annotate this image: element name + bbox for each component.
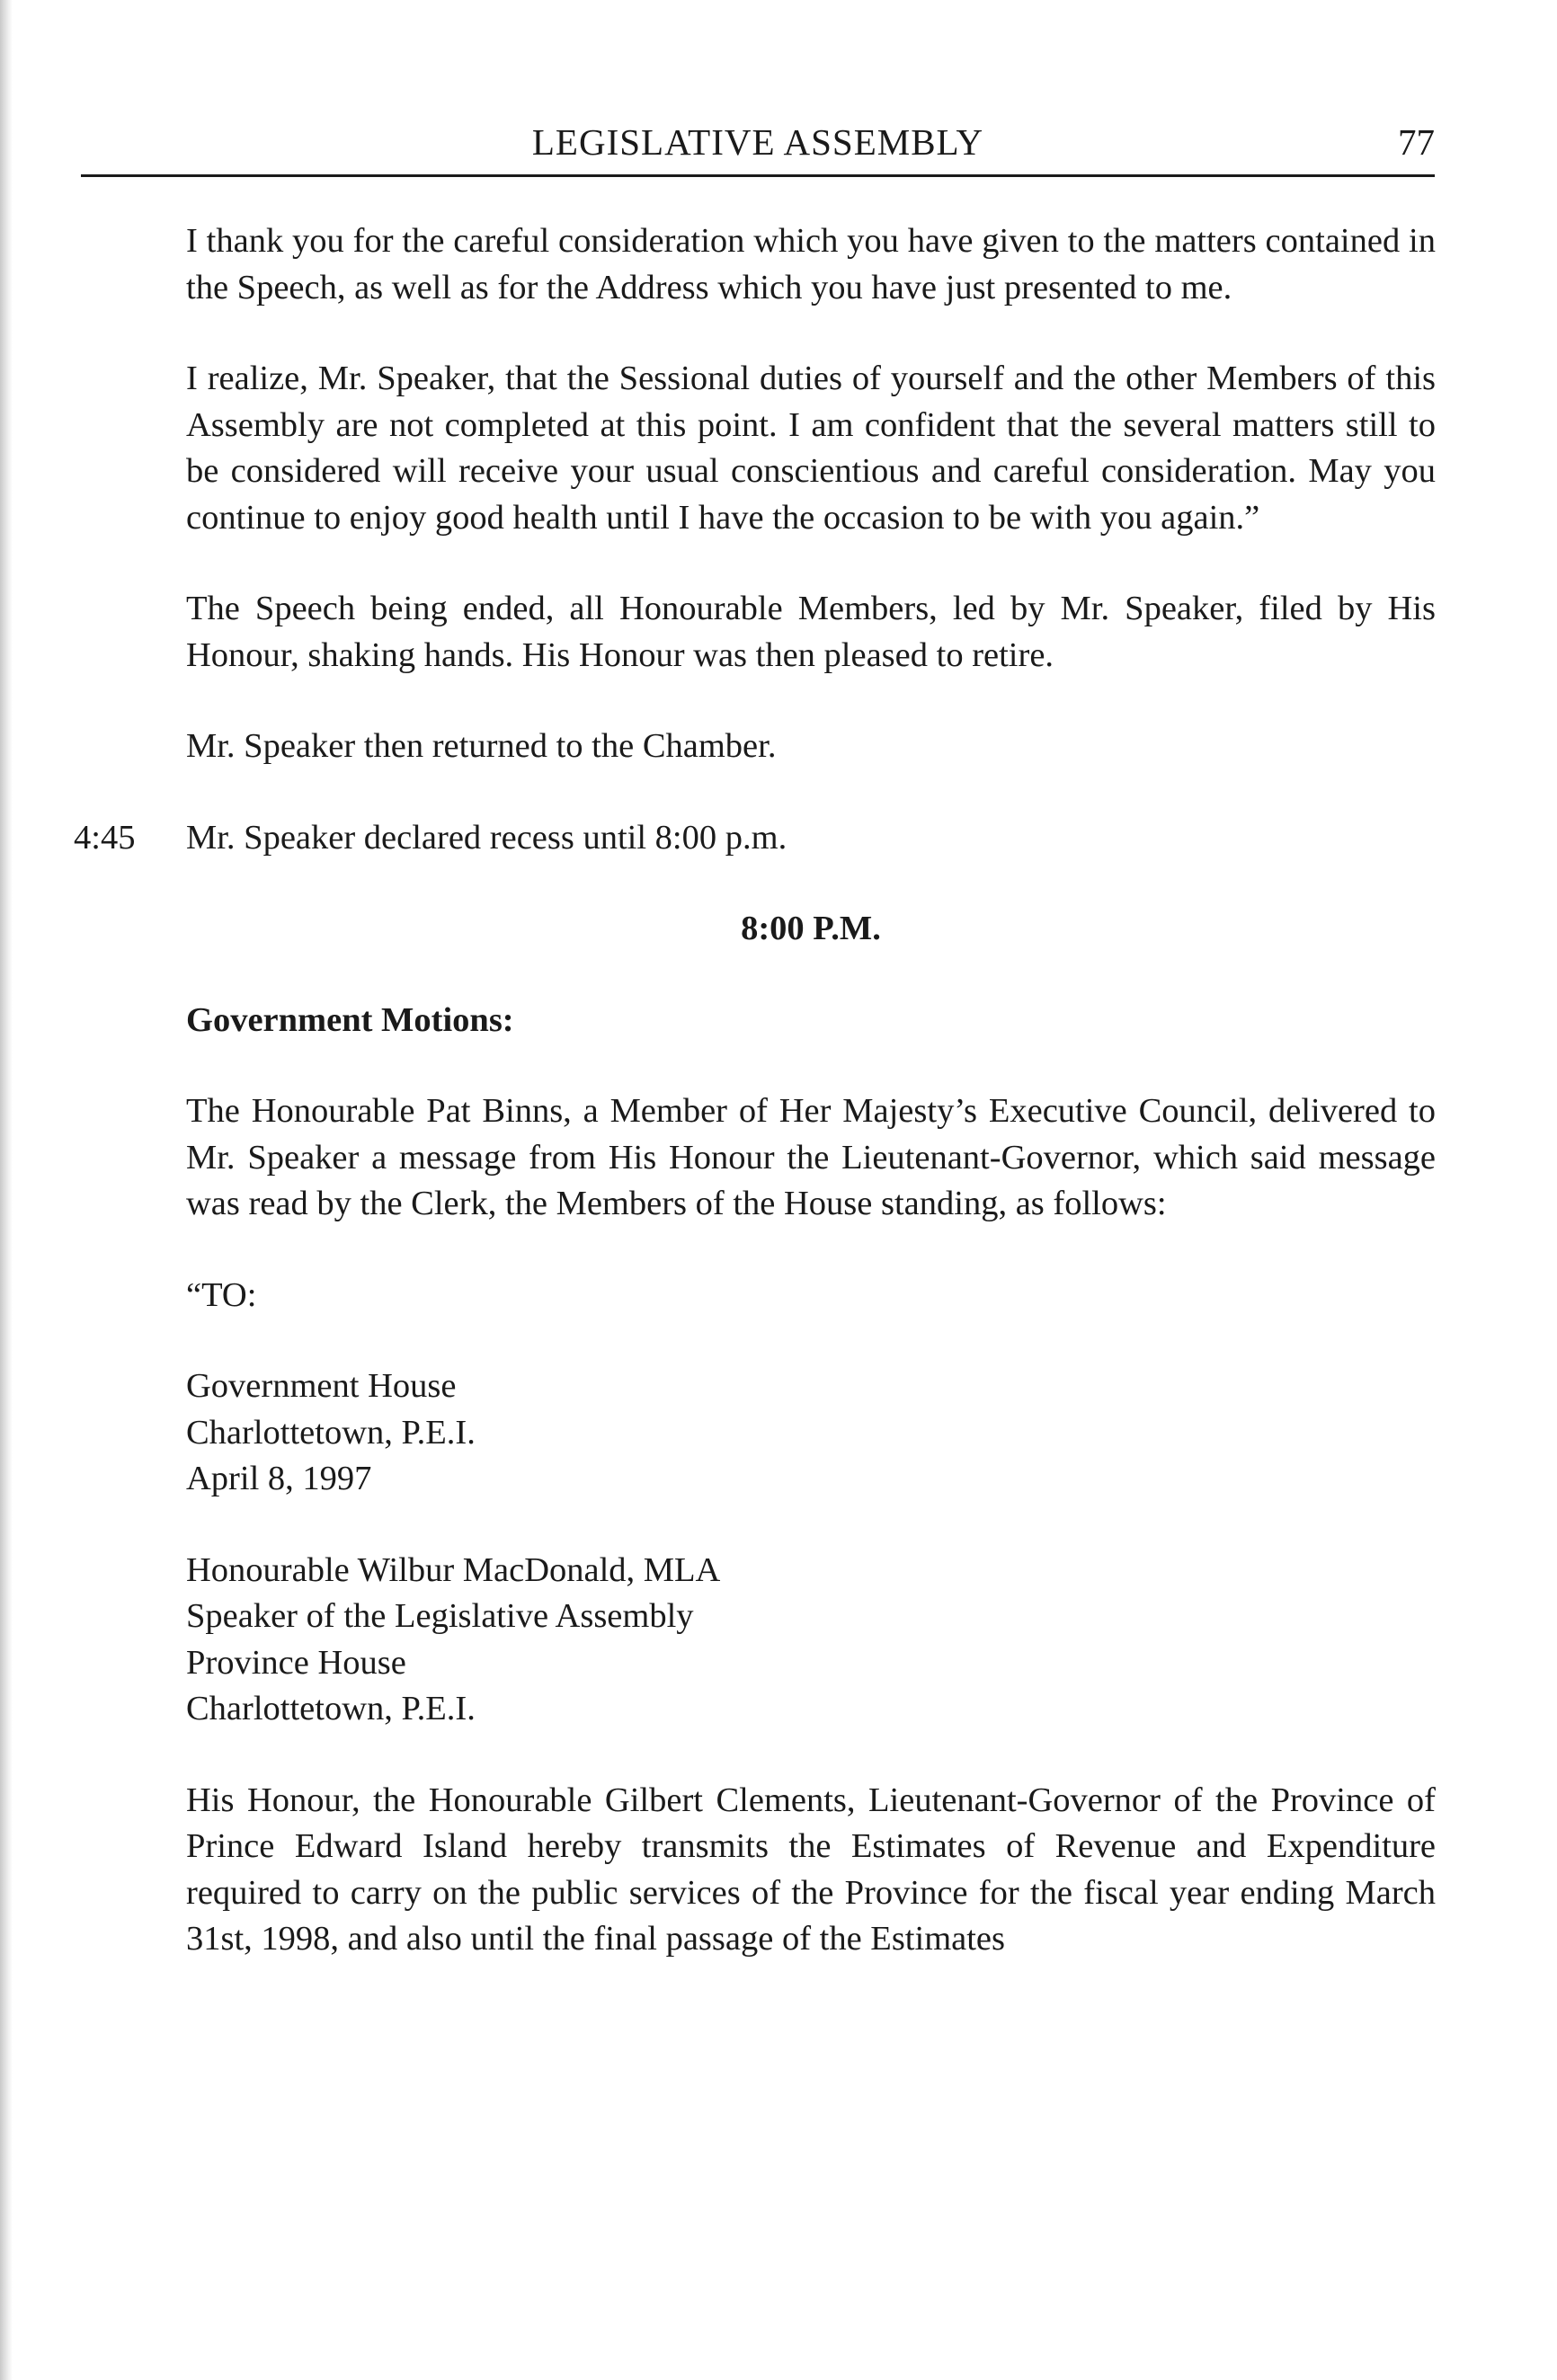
paragraph-recess [74, 815, 1436, 862]
running-head: LEGISLATIVE ASSEMBLY [531, 121, 984, 163]
paragraph-thanks: I thank you for the careful consideration which you have given to the matters contained in the Speech, as well as for the Address which you have just presented to me. [186, 222, 1436, 306]
addressee-line: Speaker of the Legislative Assembly [186, 1597, 694, 1635]
time-heading: 8:00 P.M. [741, 910, 881, 947]
section-heading: Government Motions: [186, 1000, 514, 1039]
paragraph-returned: Mr. Speaker then returned to the Chamber. [186, 727, 777, 765]
addressee-line: Honourable Wilbur MacDonald, MLA [186, 1550, 721, 1589]
addressee-line: Province House [186, 1643, 406, 1682]
page-header [81, 119, 1435, 171]
page-number: 77 [1398, 121, 1435, 163]
addressee-block [186, 1548, 1436, 1733]
scan-edge-shadow [0, 0, 13, 2380]
sender-date: April 8, 1997 [186, 1460, 372, 1497]
paragraph-message: The Honourable Pat Binns, a Member of Her Majesty’s Executive Council, delivered to Mr. Speaker a message from His Honour the Lieutenant-Governor, which said message was read by the Clerk, the Members of the House standing, as follows: [186, 1092, 1436, 1222]
page-body [74, 218, 1436, 1963]
to-line: “TO: [186, 1275, 257, 1314]
paragraph-realize: I realize, Mr. Speaker, that the Sessional duties of yourself and the other Members of this Assembly are not completed at this point. I am confident that the several matters still to be considered will receive your usual conscientious and careful consideration. May you continue to enjoy good health until I have the occasion to be with you again.” [186, 360, 1436, 537]
sender-line: Government House [186, 1367, 457, 1405]
header-rule [81, 174, 1435, 177]
recess-text: Mr. Speaker declared recess until 8:00 p.m. [186, 818, 787, 857]
sender-address-block [186, 1363, 1436, 1503]
sender-line: Charlottetown, P.E.I. [186, 1413, 476, 1452]
paragraph-speech-ended: The Speech being ended, all Honourable Members, led by Mr. Speaker, filed by His Honour, shaking hands. His Honour was then pleased to retire. [186, 590, 1436, 674]
addressee-line: Charlottetown, P.E.I. [186, 1690, 476, 1727]
paragraph-transmits: His Honour, the Honourable Gilbert Clements, Lieutenant-Governor of the Province of Prince Edward Island hereby transmits the Estimates of Revenue and Expenditure required to carry on the public services of the Province for the fiscal year ending March 31st, 1998, and also until the final passage of the Estimates [186, 1781, 1436, 1958]
margin-time-stamp: 4:45 [74, 818, 136, 857]
